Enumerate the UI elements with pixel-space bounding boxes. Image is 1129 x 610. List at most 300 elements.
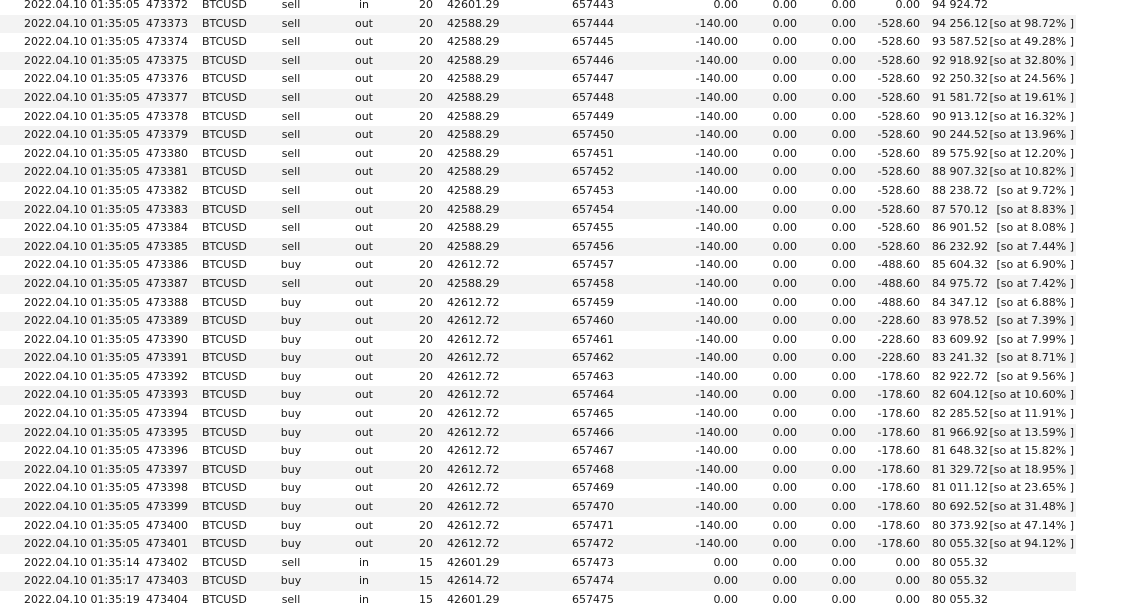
cell-fee: 0.00: [772, 444, 797, 458]
cell-swap: 0.00: [831, 518, 856, 532]
cell-type: buy: [280, 444, 302, 458]
cell-price: 42614.72: [447, 574, 500, 588]
cell-balance: 88 907.32: [932, 165, 988, 179]
cell-profit: -228.60: [877, 314, 920, 328]
cell-direction: out: [354, 16, 373, 30]
cell-profit: -528.60: [877, 146, 920, 160]
cell-commission: -140.00: [695, 35, 738, 49]
cell-direction: out: [354, 388, 373, 402]
cell-commission: -140.00: [695, 500, 738, 514]
cell-profit: -178.60: [877, 481, 920, 495]
cell-symbol: BTCUSD: [202, 258, 247, 272]
cell-type: buy: [280, 500, 302, 514]
cell-type: buy: [280, 481, 302, 495]
cell-comment: [so at 47.14% ]: [989, 518, 1074, 532]
cell-volume: 15: [419, 574, 433, 588]
cell-time: 2022.04.10 01:35:05: [24, 500, 140, 514]
table-row[interactable]: [0, 442, 1076, 461]
cell-swap: 0.00: [831, 500, 856, 514]
cell-profit: 0.00: [895, 555, 920, 569]
cell-balance: 83 978.52: [932, 314, 988, 328]
cell-commission: -140.00: [695, 72, 738, 86]
table-row[interactable]: [0, 572, 1076, 591]
cell-commission: 0.00: [713, 574, 738, 588]
table-row[interactable]: [0, 163, 1076, 182]
cell-symbol: BTCUSD: [202, 444, 247, 458]
cell-swap: 0.00: [831, 574, 856, 588]
table-row[interactable]: [0, 238, 1076, 257]
cell-swap: 0.00: [831, 221, 856, 235]
cell-symbol: BTCUSD: [202, 388, 247, 402]
cell-price: 42612.72: [447, 369, 500, 383]
cell-comment: [so at 18.95% ]: [989, 462, 1074, 476]
cell-time: 2022.04.10 01:35:05: [24, 332, 140, 346]
cell-symbol: BTCUSD: [202, 202, 247, 216]
cell-balance: 94 256.12: [932, 16, 988, 30]
cell-price: 42601.29: [447, 593, 500, 606]
cell-profit: -228.60: [877, 332, 920, 346]
cell-deal: 473392: [146, 369, 188, 383]
cell-type: sell: [281, 72, 301, 86]
cell-order: 657465: [572, 407, 614, 421]
cell-price: 42612.72: [447, 425, 500, 439]
cell-symbol: BTCUSD: [202, 295, 247, 309]
cell-deal: 473377: [146, 90, 188, 104]
cell-volume: 20: [419, 146, 433, 160]
table-row[interactable]: [0, 424, 1076, 443]
cell-volume: 20: [419, 351, 433, 365]
cell-balance: 90 913.12: [932, 109, 988, 123]
cell-commission: -140.00: [695, 109, 738, 123]
cell-commission: -140.00: [695, 258, 738, 272]
cell-fee: 0.00: [772, 537, 797, 551]
cell-fee: 0.00: [772, 593, 797, 606]
cell-order: 657447: [572, 72, 614, 86]
cell-commission: -140.00: [695, 314, 738, 328]
cell-profit: -178.60: [877, 407, 920, 421]
cell-type: sell: [281, 53, 301, 67]
cell-deal: 473379: [146, 128, 188, 142]
cell-deal: 473389: [146, 314, 188, 328]
cell-time: 2022.04.10 01:35:05: [24, 295, 140, 309]
cell-order: 657466: [572, 425, 614, 439]
cell-profit: -178.60: [877, 369, 920, 383]
table-row[interactable]: [0, 461, 1076, 480]
cell-order: 657446: [572, 53, 614, 67]
cell-balance: 85 604.32: [932, 258, 988, 272]
cell-commission: -140.00: [695, 351, 738, 365]
cell-direction: in: [358, 574, 370, 588]
cell-commission: 0.00: [713, 0, 738, 11]
cell-fee: 0.00: [772, 425, 797, 439]
cell-price: 42612.72: [447, 295, 500, 309]
cell-time: 2022.04.10 01:35:05: [24, 202, 140, 216]
cell-order: 657469: [572, 481, 614, 495]
cell-time: 2022.04.10 01:35:05: [24, 165, 140, 179]
cell-swap: 0.00: [831, 165, 856, 179]
cell-swap: 0.00: [831, 276, 856, 290]
cell-profit: -528.60: [877, 165, 920, 179]
cell-volume: 20: [419, 183, 433, 197]
cell-swap: 0.00: [831, 388, 856, 402]
cell-direction: out: [354, 444, 373, 458]
cell-commission: -140.00: [695, 146, 738, 160]
cell-symbol: BTCUSD: [202, 593, 247, 606]
cell-comment: [so at 98.72% ]: [989, 16, 1074, 30]
cell-balance: 83 241.32: [932, 351, 988, 365]
cell-commission: -140.00: [695, 481, 738, 495]
cell-profit: -178.60: [877, 500, 920, 514]
cell-symbol: BTCUSD: [202, 369, 247, 383]
cell-time: 2022.04.10 01:35:05: [24, 351, 140, 365]
cell-deal: 473390: [146, 332, 188, 346]
cell-swap: 0.00: [831, 202, 856, 216]
cell-swap: 0.00: [831, 239, 856, 253]
cell-swap: 0.00: [831, 332, 856, 346]
cell-volume: 20: [419, 202, 433, 216]
cell-fee: 0.00: [772, 314, 797, 328]
cell-balance: 88 238.72: [932, 183, 988, 197]
cell-symbol: BTCUSD: [202, 221, 247, 235]
cell-direction: out: [354, 314, 373, 328]
cell-deal: 473403: [146, 574, 188, 588]
table-row[interactable]: [0, 33, 1076, 52]
cell-swap: 0.00: [831, 146, 856, 160]
cell-type: buy: [280, 351, 302, 365]
cell-balance: 87 570.12: [932, 202, 988, 216]
cell-type: buy: [280, 295, 302, 309]
cell-commission: -140.00: [695, 518, 738, 532]
cell-comment: [so at 19.61% ]: [989, 90, 1074, 104]
cell-price: 42612.72: [447, 518, 500, 532]
cell-comment: [so at 8.83% ]: [996, 202, 1074, 216]
cell-order: 657444: [572, 16, 614, 30]
cell-swap: 0.00: [831, 128, 856, 142]
table-row[interactable]: [0, 349, 1076, 368]
cell-order: 657454: [572, 202, 614, 216]
cell-symbol: BTCUSD: [202, 518, 247, 532]
cell-symbol: BTCUSD: [202, 537, 247, 551]
cell-fee: 0.00: [772, 202, 797, 216]
cell-price: 42588.29: [447, 221, 500, 235]
cell-deal: 473385: [146, 239, 188, 253]
cell-time: 2022.04.10 01:35:05: [24, 462, 140, 476]
cell-comment: [so at 7.42% ]: [996, 276, 1074, 290]
cell-order: 657445: [572, 35, 614, 49]
cell-profit: -528.60: [877, 128, 920, 142]
table-row[interactable]: [0, 89, 1076, 108]
cell-deal: 473400: [146, 518, 188, 532]
table-row[interactable]: [0, 331, 1076, 350]
cell-deal: 473404: [146, 593, 188, 606]
cell-volume: 20: [419, 109, 433, 123]
cell-comment: [so at 12.20% ]: [989, 146, 1074, 160]
cell-comment: [so at 7.39% ]: [996, 314, 1074, 328]
cell-profit: -528.60: [877, 90, 920, 104]
cell-direction: out: [354, 35, 373, 49]
table-row[interactable]: [0, 517, 1076, 536]
cell-symbol: BTCUSD: [202, 239, 247, 253]
cell-direction: in: [358, 555, 370, 569]
cell-time: 2022.04.10 01:35:05: [24, 72, 140, 86]
cell-volume: 20: [419, 16, 433, 30]
cell-commission: -140.00: [695, 462, 738, 476]
cell-swap: 0.00: [831, 407, 856, 421]
cell-direction: out: [354, 90, 373, 104]
cell-deal: 473397: [146, 462, 188, 476]
cell-price: 42588.29: [447, 276, 500, 290]
cell-balance: 94 924.72: [932, 0, 988, 11]
cell-time: 2022.04.10 01:35:19: [24, 593, 140, 606]
cell-volume: 20: [419, 388, 433, 402]
cell-profit: -178.60: [877, 444, 920, 458]
cell-volume: 20: [419, 537, 433, 551]
cell-symbol: BTCUSD: [202, 407, 247, 421]
cell-volume: 20: [419, 276, 433, 290]
cell-profit: -178.60: [877, 462, 920, 476]
cell-price: 42612.72: [447, 351, 500, 365]
table-row[interactable]: [0, 108, 1076, 127]
cell-deal: 473375: [146, 53, 188, 67]
cell-swap: 0.00: [831, 295, 856, 309]
cell-volume: 20: [419, 221, 433, 235]
cell-comment: [so at 23.65% ]: [989, 481, 1074, 495]
cell-direction: out: [354, 146, 373, 160]
cell-price: 42612.72: [447, 537, 500, 551]
cell-balance: 81 011.12: [932, 481, 988, 495]
cell-symbol: BTCUSD: [202, 574, 247, 588]
table-row[interactable]: [0, 386, 1076, 405]
cell-swap: 0.00: [831, 72, 856, 86]
table-row[interactable]: [0, 145, 1076, 164]
cell-symbol: BTCUSD: [202, 314, 247, 328]
table-row[interactable]: [0, 219, 1076, 238]
cell-volume: 20: [419, 332, 433, 346]
cell-profit: -528.60: [877, 183, 920, 197]
cell-balance: 80 055.32: [932, 593, 988, 606]
cell-volume: 20: [419, 165, 433, 179]
cell-direction: out: [354, 72, 373, 86]
cell-comment: [so at 9.72% ]: [996, 183, 1074, 197]
cell-comment: [so at 16.32% ]: [989, 109, 1074, 123]
table-row[interactable]: [0, 52, 1076, 71]
cell-comment: [so at 10.82% ]: [989, 165, 1074, 179]
cell-direction: out: [354, 481, 373, 495]
table-row[interactable]: [0, 201, 1076, 220]
cell-profit: -528.60: [877, 221, 920, 235]
cell-order: 657457: [572, 258, 614, 272]
cell-time: 2022.04.10 01:35:05: [24, 444, 140, 458]
cell-order: 657475: [572, 593, 614, 606]
cell-volume: 20: [419, 425, 433, 439]
cell-commission: -140.00: [695, 202, 738, 216]
cell-commission: -140.00: [695, 239, 738, 253]
cell-fee: 0.00: [772, 53, 797, 67]
cell-type: sell: [281, 555, 301, 569]
cell-direction: out: [354, 518, 373, 532]
table-row[interactable]: [0, 182, 1076, 201]
cell-type: buy: [280, 258, 302, 272]
cell-price: 42588.29: [447, 239, 500, 253]
cell-order: 657467: [572, 444, 614, 458]
cell-price: 42612.72: [447, 462, 500, 476]
cell-type: sell: [281, 202, 301, 216]
cell-balance: 89 575.92: [932, 146, 988, 160]
table-row[interactable]: [0, 368, 1076, 387]
table-row[interactable]: [0, 70, 1076, 89]
cell-balance: 91 581.72: [932, 90, 988, 104]
cell-profit: -528.60: [877, 53, 920, 67]
cell-type: buy: [280, 369, 302, 383]
cell-direction: out: [354, 369, 373, 383]
cell-time: 2022.04.10 01:35:05: [24, 369, 140, 383]
cell-type: sell: [281, 35, 301, 49]
cell-fee: 0.00: [772, 555, 797, 569]
cell-direction: out: [354, 332, 373, 346]
cell-profit: -528.60: [877, 16, 920, 30]
cell-time: 2022.04.10 01:35:14: [24, 555, 140, 569]
cell-balance: 84 975.72: [932, 276, 988, 290]
cell-balance: 92 918.92: [932, 53, 988, 67]
cell-commission: 0.00: [713, 593, 738, 606]
cell-direction: out: [354, 128, 373, 142]
cell-symbol: BTCUSD: [202, 481, 247, 495]
cell-type: buy: [280, 388, 302, 402]
cell-deal: 473395: [146, 425, 188, 439]
table-row[interactable]: [0, 256, 1076, 275]
cell-fee: 0.00: [772, 90, 797, 104]
cell-type: sell: [281, 128, 301, 142]
cell-commission: -140.00: [695, 276, 738, 290]
table-row[interactable]: [0, 405, 1076, 424]
cell-type: sell: [281, 90, 301, 104]
table-row[interactable]: [0, 312, 1076, 331]
cell-symbol: BTCUSD: [202, 109, 247, 123]
cell-time: 2022.04.10 01:35:05: [24, 90, 140, 104]
cell-swap: 0.00: [831, 53, 856, 67]
cell-deal: 473401: [146, 537, 188, 551]
cell-profit: -488.60: [877, 258, 920, 272]
table-row[interactable]: [0, 498, 1076, 517]
table-row[interactable]: [0, 126, 1076, 145]
cell-time: 2022.04.10 01:35:05: [24, 258, 140, 272]
cell-type: sell: [281, 109, 301, 123]
cell-comment: [so at 31.48% ]: [989, 500, 1074, 514]
cell-price: 42588.29: [447, 16, 500, 30]
cell-deal: 473388: [146, 295, 188, 309]
cell-type: sell: [281, 0, 301, 11]
cell-swap: 0.00: [831, 593, 856, 606]
cell-swap: 0.00: [831, 425, 856, 439]
cell-type: buy: [280, 425, 302, 439]
cell-type: sell: [281, 146, 301, 160]
cell-deal: 473383: [146, 202, 188, 216]
table-row[interactable]: [0, 15, 1076, 34]
cell-swap: 0.00: [831, 555, 856, 569]
table-row[interactable]: [0, 554, 1076, 573]
table-row[interactable]: [0, 275, 1076, 294]
cell-price: 42612.72: [447, 500, 500, 514]
cell-direction: out: [354, 202, 373, 216]
cell-volume: 20: [419, 90, 433, 104]
cell-volume: 20: [419, 128, 433, 142]
cell-fee: 0.00: [772, 258, 797, 272]
cell-comment: [so at 7.99% ]: [996, 332, 1074, 346]
table-row[interactable]: [0, 294, 1076, 313]
cell-fee: 0.00: [772, 146, 797, 160]
cell-time: 2022.04.10 01:35:05: [24, 128, 140, 142]
cell-volume: 20: [419, 72, 433, 86]
cell-symbol: BTCUSD: [202, 332, 247, 346]
table-row[interactable]: [0, 479, 1076, 498]
cell-fee: 0.00: [772, 239, 797, 253]
cell-volume: 20: [419, 500, 433, 514]
cell-comment: [so at 8.08% ]: [996, 221, 1074, 235]
cell-deal: 473374: [146, 35, 188, 49]
cell-fee: 0.00: [772, 388, 797, 402]
cell-commission: -140.00: [695, 369, 738, 383]
cell-time: 2022.04.10 01:35:05: [24, 0, 140, 11]
cell-profit: -528.60: [877, 35, 920, 49]
cell-swap: 0.00: [831, 16, 856, 30]
cell-type: sell: [281, 593, 301, 606]
cell-volume: 20: [419, 35, 433, 49]
cell-time: 2022.04.10 01:35:05: [24, 481, 140, 495]
cell-deal: 473381: [146, 165, 188, 179]
cell-commission: 0.00: [713, 555, 738, 569]
cell-symbol: BTCUSD: [202, 555, 247, 569]
cell-order: 657474: [572, 574, 614, 588]
cell-volume: 20: [419, 258, 433, 272]
table-row[interactable]: [0, 0, 1076, 15]
cell-symbol: BTCUSD: [202, 128, 247, 142]
cell-direction: out: [354, 53, 373, 67]
cell-symbol: BTCUSD: [202, 183, 247, 197]
cell-time: 2022.04.10 01:35:05: [24, 407, 140, 421]
cell-price: 42588.29: [447, 53, 500, 67]
cell-time: 2022.04.10 01:35:05: [24, 53, 140, 67]
cell-volume: 20: [419, 369, 433, 383]
table-row[interactable]: [0, 535, 1076, 554]
cell-type: sell: [281, 165, 301, 179]
cell-commission: -140.00: [695, 332, 738, 346]
cell-type: sell: [281, 239, 301, 253]
cell-volume: 20: [419, 444, 433, 458]
table-row[interactable]: [0, 591, 1076, 610]
cell-order: 657451: [572, 146, 614, 160]
cell-type: buy: [280, 314, 302, 328]
cell-time: 2022.04.10 01:35:05: [24, 183, 140, 197]
cell-direction: out: [354, 351, 373, 365]
cell-symbol: BTCUSD: [202, 425, 247, 439]
cell-time: 2022.04.10 01:35:05: [24, 239, 140, 253]
cell-direction: out: [354, 276, 373, 290]
cell-fee: 0.00: [772, 481, 797, 495]
cell-commission: -140.00: [695, 128, 738, 142]
cell-time: 2022.04.10 01:35:05: [24, 388, 140, 402]
cell-comment: [so at 11.91% ]: [989, 407, 1074, 421]
cell-fee: 0.00: [772, 462, 797, 476]
cell-order: 657473: [572, 555, 614, 569]
cell-profit: -488.60: [877, 276, 920, 290]
cell-type: sell: [281, 16, 301, 30]
cell-balance: 80 692.52: [932, 500, 988, 514]
cell-profit: -178.60: [877, 537, 920, 551]
cell-volume: 20: [419, 53, 433, 67]
cell-comment: [so at 8.71% ]: [996, 351, 1074, 365]
cell-direction: out: [354, 537, 373, 551]
cell-deal: 473372: [146, 0, 188, 11]
